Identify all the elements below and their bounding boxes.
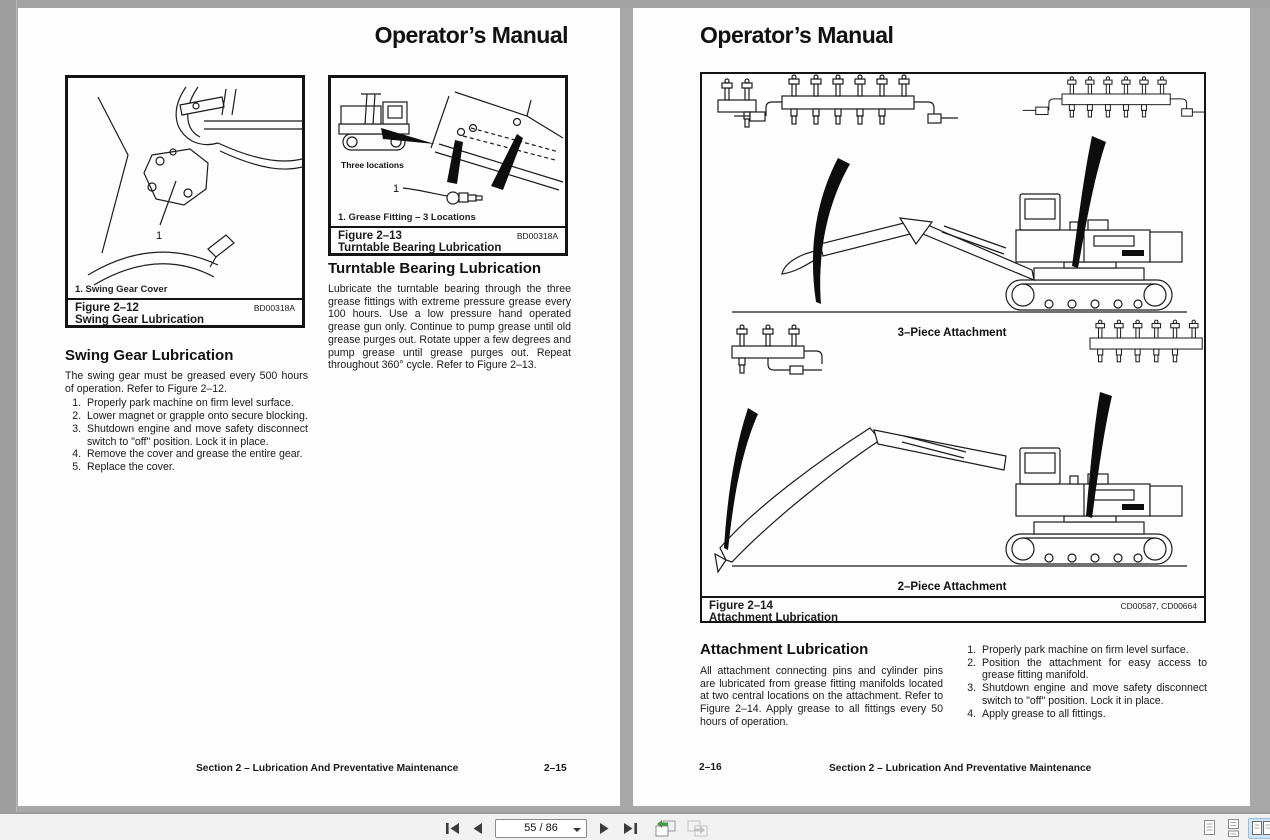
previous-page-button[interactable] — [469, 819, 487, 837]
figure-2-12-caption — [68, 298, 302, 329]
previous-page-icon — [474, 823, 483, 834]
figure-label: Figure 2–14 — [709, 600, 773, 612]
figure-title: Attachment Lubrication — [709, 612, 839, 624]
page-title: Operator’s Manual — [700, 22, 894, 48]
attachment-section-left — [700, 641, 943, 729]
swing-gear-intro: The swing gear must be greased every 500 hours of operation. Refer to Figure 2–12. — [65, 370, 308, 395]
continuous-view-button[interactable] — [1224, 819, 1242, 837]
pdf-navigation-toolbar — [0, 812, 1270, 840]
footer-section-label: Section 2 – Lubrication And Preventative Maintenance — [829, 763, 1092, 774]
figure-2-12 — [65, 75, 305, 328]
list-item: 5. Replace the cover. — [84, 461, 308, 474]
previous-view-button[interactable] — [653, 819, 677, 837]
next-view-button[interactable] — [685, 819, 709, 837]
page-indicator-value: 55 / 86 — [524, 822, 558, 834]
window-top-edge — [0, 0, 1270, 8]
facing-pages-view-button[interactable] — [1248, 818, 1270, 839]
single-page-view-button[interactable] — [1200, 819, 1218, 837]
collapsed-sidebar-strip[interactable] — [0, 0, 17, 812]
figure-2-13-caption — [331, 226, 565, 257]
list-item: 3. Shutdown engine and move safety disconnect switch to "off" position. Lock it in place. — [979, 682, 1207, 707]
last-page-icon — [624, 823, 633, 834]
list-item: 2. Lower magnet or grapple onto secure blocking. — [84, 410, 308, 423]
list-item: 3. Shutdown engine and move safety disconnect switch to "off" position. Lock it in place. — [84, 423, 308, 448]
facing-pages-view-icon — [1251, 820, 1270, 837]
turntable-bearing-drawing — [331, 78, 565, 226]
attachment-heading: Attachment Lubrication — [700, 641, 869, 658]
previous-view-icon — [654, 819, 676, 837]
svg-text:Three locations: Three locations — [341, 160, 404, 170]
attachment-lubrication-drawing — [702, 74, 1204, 596]
list-item: 1. Properly park machine on firm level surface. — [84, 397, 308, 410]
list-item: 4. Apply grease to all fittings. — [979, 708, 1207, 721]
figure-2-13 — [328, 75, 568, 256]
svg-text:1: 1 — [156, 230, 163, 242]
figure-title: Swing Gear Lubrication — [75, 314, 205, 326]
figure-2-14-caption — [702, 596, 1204, 627]
figure-code: BD00318A — [516, 231, 558, 241]
continuous-view-icon — [1226, 819, 1241, 837]
figure-label: Figure 2–12 — [75, 302, 139, 314]
attachment-steps — [960, 644, 1207, 720]
last-page-button[interactable] — [621, 819, 639, 837]
first-page-icon — [446, 823, 449, 834]
figure-2-12-note: 1. Swing Gear Cover — [75, 284, 168, 295]
pdf-page-right — [633, 8, 1250, 806]
attachment-body: All attachment connecting pins and cylinder pins are lubricated from grease fitting manifolds located at two central locations on the attachment. Refer to Figure 2–14. Apply grease to all fittings every 50 hours of operation. — [700, 665, 943, 728]
turntable-section — [328, 260, 571, 372]
figure-2-13-note: 1. Grease Fitting – 3 Locations — [338, 212, 476, 223]
svg-text:2–Piece Attachment: 2–Piece Attachment — [897, 581, 1007, 593]
svg-text:1: 1 — [393, 183, 400, 195]
figure-title: Turntable Bearing Lubrication — [338, 242, 502, 254]
attachment-section-right — [960, 644, 1207, 720]
svg-text:3–Piece Attachment: 3–Piece Attachment — [897, 327, 1007, 339]
swing-gear-heading: Swing Gear Lubrication — [65, 347, 234, 364]
chevron-down-icon[interactable] — [573, 828, 581, 832]
turntable-body: Lubricate the turntable bearing through the three grease fittings with extreme pressure grease every 100 hours. Use a low pressure hand operated grease gun only. Continue to pump grease until old grease purges out. Rotate upper a few degrees and pump grease until grease purges out. Repeat throughout 360° cycle. Refer to Figure 2–13. — [328, 283, 571, 372]
figure-label: Figure 2–13 — [338, 230, 402, 242]
footer-page-number: 2–15 — [544, 763, 567, 774]
list-item: 4. Remove the cover and grease the entire gear. — [84, 448, 308, 461]
next-page-icon — [600, 823, 609, 834]
footer-page-number: 2–16 — [699, 762, 722, 773]
figure-code: CD00587, CD00664 — [1120, 601, 1197, 611]
page-title: Operator’s Manual — [374, 22, 568, 48]
swing-gear-section — [65, 347, 308, 474]
next-view-icon — [686, 819, 708, 837]
list-item: 1. Properly park machine on firm level surface. — [979, 644, 1207, 657]
figure-2-14 — [700, 72, 1206, 623]
swing-gear-drawing — [68, 78, 302, 298]
list-item: 2. Position the attachment for easy access to grease fitting manifold. — [979, 657, 1207, 682]
footer-section-label: Section 2 – Lubrication And Preventative Maintenance — [196, 763, 459, 774]
first-page-button[interactable] — [443, 819, 461, 837]
page-number-input[interactable] — [495, 819, 587, 838]
next-page-button[interactable] — [595, 819, 613, 837]
single-page-view-icon — [1202, 819, 1217, 837]
pdf-page-left — [18, 8, 620, 806]
swing-gear-steps — [65, 397, 308, 473]
figure-code: BD00318A — [253, 303, 295, 313]
turntable-heading: Turntable Bearing Lubrication — [328, 260, 542, 277]
